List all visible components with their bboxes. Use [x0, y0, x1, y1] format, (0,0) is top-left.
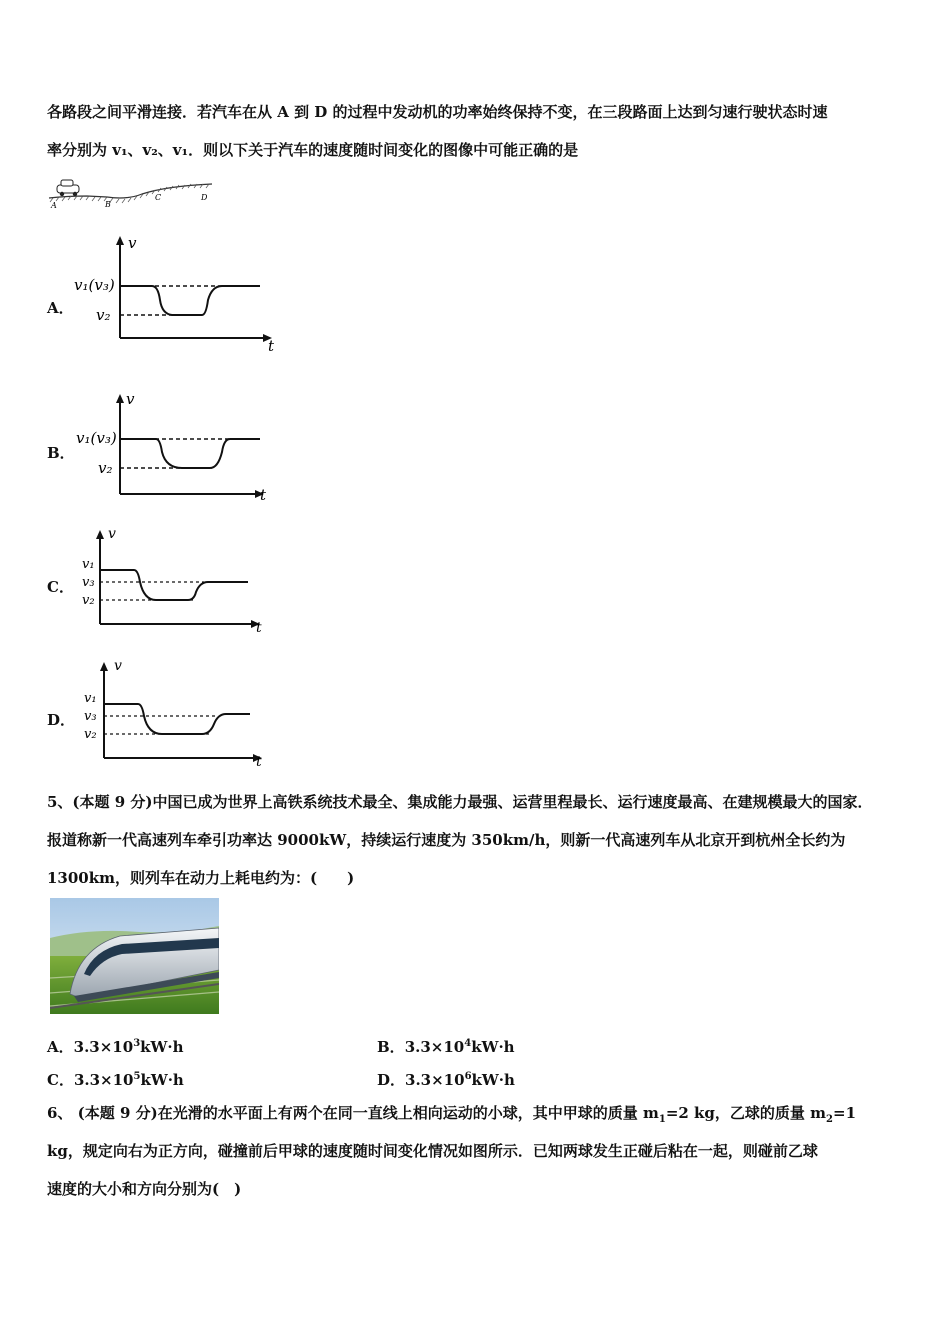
- graph-a-v1v3: v₁(v₃): [74, 276, 115, 294]
- q5-line-3: 1300km，则列车在动力上耗电约为：( ): [47, 869, 355, 887]
- q5-answer-b-value: 3.3×10: [404, 1038, 465, 1056]
- graph-b-t-axis: t: [260, 486, 267, 504]
- q4-line-1: 各路段之间平滑连接．若汽车在从 A 到 D 的过程中发动机的功率始终保持不变，在三段路面上达到匀速行驶状态时速: [47, 103, 828, 121]
- q4-option-b-graph: [72, 388, 282, 506]
- q5-answer-d-unit: kW·h: [471, 1071, 515, 1089]
- q6-line-1-a: 6、 (本题 9 分)在光滑的水平面上有两个在同一直线上相向运动的小球，其中甲球的质量 m: [47, 1104, 659, 1122]
- q6-line-1-sub1: 1: [658, 1114, 666, 1125]
- q6-line-1-c: =1: [833, 1104, 857, 1122]
- q5-answer-a-value: 3.3×10: [73, 1038, 134, 1056]
- road-point-c: C: [155, 193, 162, 202]
- q5-answer-d-label: D．: [377, 1071, 406, 1089]
- q5-answer-d-exp: 6: [464, 1071, 472, 1082]
- q5-answer-d[interactable]: [377, 1069, 515, 1090]
- graph-b-v1v3: v₁(v₃): [76, 429, 117, 447]
- q5-answer-d-value: 3.3×10: [405, 1071, 465, 1089]
- graph-a-v-axis: v: [128, 234, 137, 252]
- road-point-b: B: [105, 200, 111, 209]
- q5-answer-c-unit: kW·h: [140, 1071, 184, 1089]
- high-speed-train-image: [50, 898, 219, 1014]
- q5-answer-c-label: C．: [47, 1071, 74, 1089]
- q4-option-d-graph: [76, 656, 276, 768]
- q5-answer-a[interactable]: [47, 1036, 184, 1057]
- road-point-a: A: [51, 201, 57, 210]
- q5-answer-b-exp: 4: [464, 1038, 472, 1049]
- q6-line-1-b: =2 kg，乙球的质量 m: [665, 1104, 827, 1122]
- graph-c-v3: v₃: [82, 575, 95, 590]
- road-diagram: [47, 176, 217, 210]
- graph-b-v-axis: v: [126, 390, 135, 408]
- q5-line-1: 5、(本题 9 分)中国已成为世界上高铁系统技术最全、集成能力最强、运营里程最长、运行速度最高、在建规模最大的国家．: [47, 793, 873, 811]
- q6-line-2: kg，规定向右为正方向，碰撞前后甲球的速度随时间变化情况如图所示．已知两球发生正碰后粘在一起，则碰前乙球: [47, 1142, 818, 1160]
- q5-answer-b-label: B．: [377, 1038, 405, 1056]
- graph-c-v-axis: v: [108, 526, 116, 542]
- graph-d-v1: v₁: [84, 691, 97, 706]
- q4-option-a-label[interactable]: A．: [47, 299, 74, 317]
- graph-c-v2: v₂: [82, 593, 95, 608]
- q5-answer-a-exp: 3: [133, 1038, 141, 1049]
- graph-a-v2: v₂: [96, 306, 111, 324]
- q5-answer-c[interactable]: [47, 1069, 184, 1090]
- road-point-d: D: [201, 193, 208, 202]
- q4-option-a-graph: [72, 234, 282, 354]
- q5-answer-c-exp: 5: [133, 1071, 141, 1082]
- q5-answer-b-unit: kW·h: [471, 1038, 515, 1056]
- q5-answer-b[interactable]: [377, 1036, 515, 1057]
- q6-line-3: 速度的大小和方向分别为( ): [47, 1180, 242, 1198]
- graph-d-v2: v₂: [84, 727, 97, 742]
- car-icon: [57, 180, 79, 196]
- q5-answer-a-unit: kW·h: [140, 1038, 184, 1056]
- q6-line-1-sub2: 2: [826, 1114, 833, 1125]
- graph-d-v-axis: v: [114, 658, 122, 674]
- graph-b-v2: v₂: [98, 459, 113, 477]
- q4-line-2: 率分别为 v₁、v₂、v₁．则以下关于汽车的速度随时间变化的图像中可能正确的是: [47, 141, 579, 159]
- graph-a-t-axis: t: [268, 337, 275, 354]
- q4-option-c-label[interactable]: C．: [47, 578, 74, 596]
- graph-c-v1: v₁: [82, 557, 95, 572]
- q5-answer-c-value: 3.3×10: [73, 1071, 134, 1089]
- q5-line-2: 报道称新一代高速列车牵引功率达 9000kW，持续运行速度为 350km/h，则新一代高速列车从北京开到杭州全长约为: [47, 831, 846, 849]
- q4-option-b-label[interactable]: B．: [47, 444, 75, 462]
- q5-answer-a-label: A．: [47, 1038, 74, 1056]
- graph-d-v3: v₃: [84, 709, 97, 724]
- graph-d-t-axis: t: [256, 754, 262, 768]
- graph-c-t-axis: t: [256, 620, 262, 636]
- q4-option-d-label[interactable]: D．: [47, 711, 76, 729]
- q4-option-c-graph: [76, 524, 276, 636]
- q6-line-1: [47, 1103, 917, 1130]
